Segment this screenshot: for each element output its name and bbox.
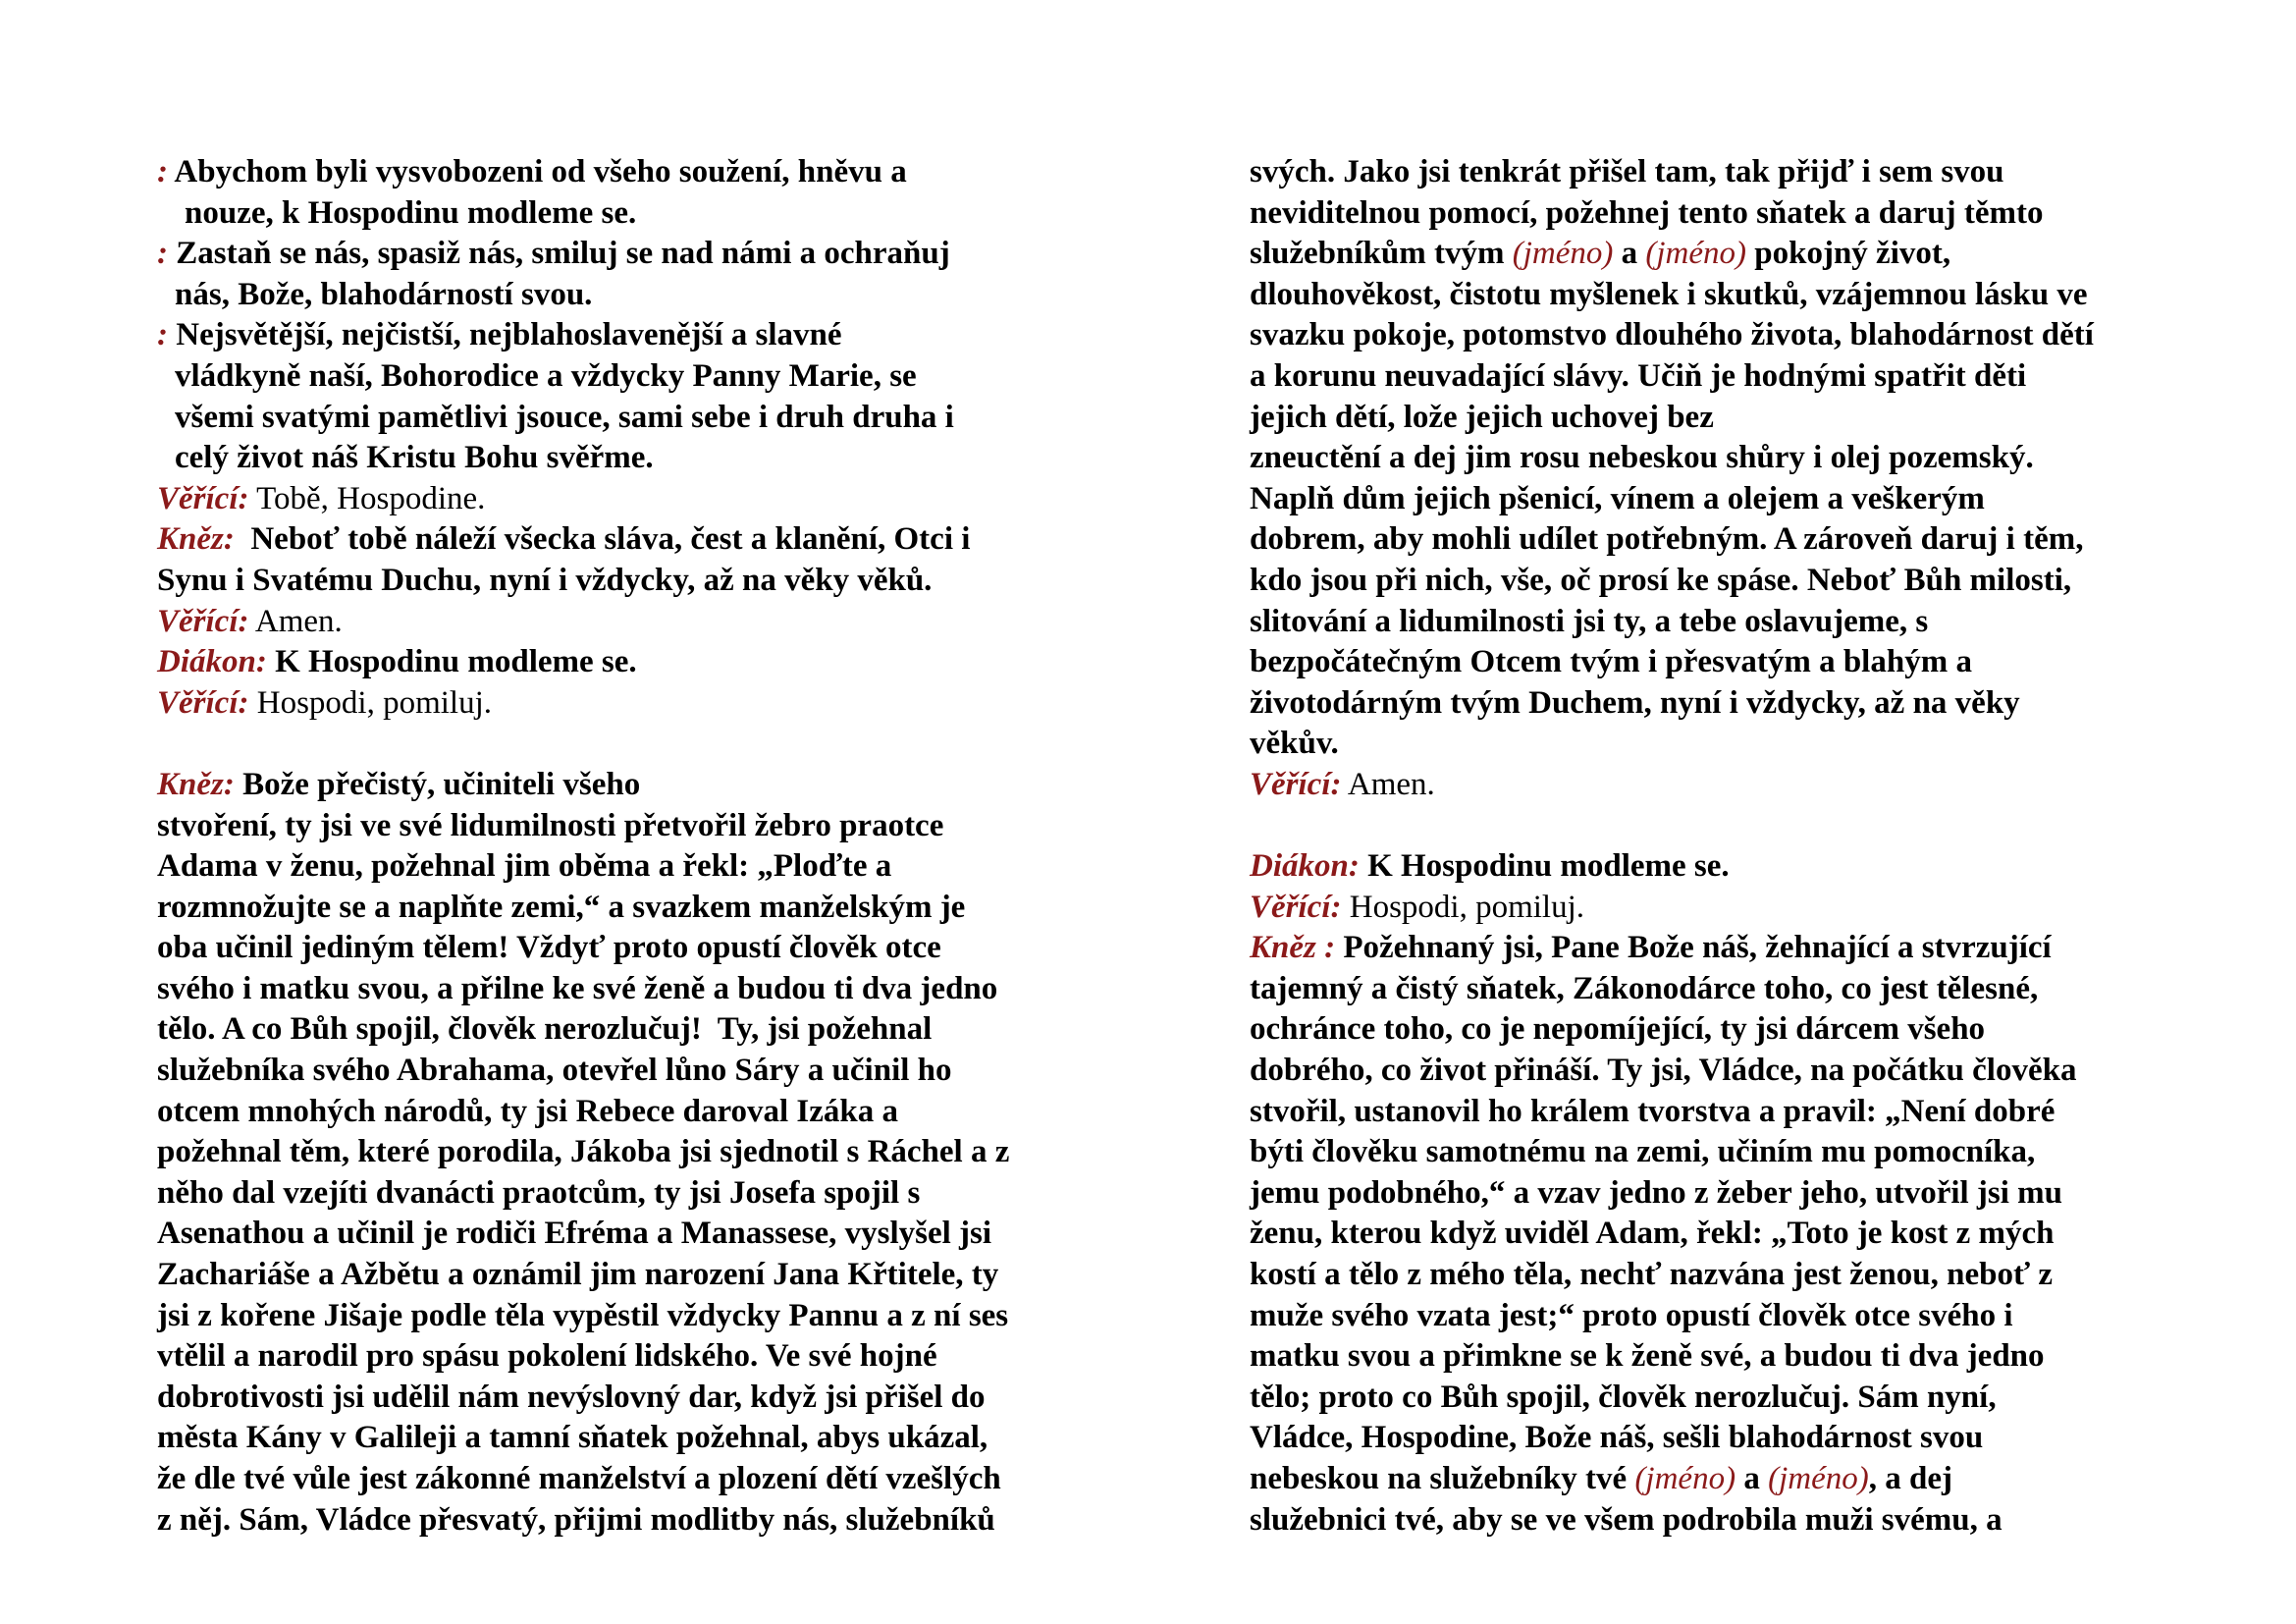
text-line bbox=[157, 765, 1009, 806]
response-text: Amen. bbox=[248, 603, 343, 639]
left-column bbox=[157, 152, 1009, 1541]
text-line: býti člověku samotnému na zemi, učiním mu pomocníka, bbox=[1250, 1134, 2036, 1170]
line-text: Bože přečistý, učiniteli všeho bbox=[234, 766, 641, 802]
response-text: Hospodi, pomiluj. bbox=[248, 684, 493, 721]
text-line bbox=[157, 152, 1009, 193]
right-column bbox=[1250, 152, 2094, 1541]
line-text: K Hospodinu modleme se. bbox=[1359, 848, 1730, 885]
text-line: jemu podobného,“ a vzav jedno z žeber jeho, utvořil jsi mu bbox=[1250, 1174, 2063, 1211]
text-line: služebnici tvé, aby se ve všem podrobila muži svému, a bbox=[1250, 1501, 2002, 1538]
speaker-label: Věřící: bbox=[157, 480, 249, 516]
text-line: ochránce toho, co je nepomíjející, ty jsi dárcem všeho bbox=[1250, 1011, 1986, 1048]
text-line bbox=[157, 683, 1009, 725]
response-text: Amen. bbox=[1341, 766, 1435, 802]
line-text: Nejsvětější, nejčistší, nejblahoslavenější a slavné bbox=[168, 317, 842, 353]
name-placeholder: (jméno) bbox=[1645, 236, 1746, 272]
speaker-label: Kněz: bbox=[157, 521, 235, 558]
text-line: dobrotivosti jsi udělil nám nevýslovný dar, když jsi přišel do bbox=[157, 1379, 986, 1415]
text-line bbox=[1250, 234, 2094, 275]
speaker-label: Věřící: bbox=[1250, 766, 1342, 802]
text-line: celý život náš Kristu Bohu svěřme. bbox=[175, 440, 654, 476]
response-mark: : bbox=[157, 236, 168, 272]
name-placeholder: (jméno) bbox=[1634, 1461, 1736, 1496]
text-line: tělo. A co Bůh spojil, člověk nerozlučuj! Ty, jsi požehnal bbox=[157, 1011, 933, 1048]
speaker-label: Kněz: bbox=[157, 766, 235, 802]
text-line: věkův. bbox=[1250, 726, 1339, 762]
text-line: ženu, kterou když uviděl Adam, řekl: „Toto je kost z mých bbox=[1250, 1216, 2055, 1252]
speaker-label: Věřící: bbox=[157, 684, 249, 721]
speaker-label: Diákon: bbox=[157, 644, 267, 680]
blank-line bbox=[1250, 806, 2094, 847]
text-line: slitování a lidumilnosti jsi ty, a tebe oslavujeme, s bbox=[1250, 603, 1929, 639]
text-line: dlouhověkost, čistotu myšlenek i skutků, vzájemnou lásku ve bbox=[1250, 276, 2088, 312]
text-line: služebníka svého Abrahama, otevřel lůno Sáry a učinil ho bbox=[157, 1053, 952, 1089]
text-line: stvoření, ty jsi ve své lidumilnosti přetvořil žebro praotce bbox=[157, 807, 944, 843]
line-text: Neboť tobě náleží všecka sláva, čest a klanění, Otci i bbox=[234, 521, 971, 558]
line-text: Abychom byli vysvobozeni od všeho soužení, hněvu a bbox=[168, 154, 907, 189]
text-line: rozmnožujte se a naplňte zemi,“ a svazkem manželským je bbox=[157, 889, 966, 925]
text-line: a korunu neuvadající slávy. Učiň je hodnými spatřit děti bbox=[1250, 357, 2027, 394]
text-line: dobrého, co život přináší. Ty jsi, Vládce, na počátku člověka bbox=[1250, 1053, 2077, 1089]
text-line: otcem mnohých národů, ty jsi Rebece daroval Izáka a bbox=[157, 1093, 899, 1129]
text-line: něho dal vzejíti dvanácti praotcům, ty jsi Josefa spojil s bbox=[157, 1174, 921, 1211]
speaker-label: Věřící: bbox=[1250, 889, 1342, 925]
text-line: požehnal těm, které porodila, Jákoba jsi sjednotil s Ráchel a z bbox=[157, 1134, 1010, 1170]
text-line: že dle tvé vůle jest zákonné manželství a plození dětí vzešlých bbox=[157, 1461, 1001, 1496]
text-line: svého i matku svou, a přilne ke své ženě a budou ti dva jedno bbox=[157, 970, 998, 1006]
text-line: svazku pokoje, potomstvo dlouhého života, blahodárnost dětí bbox=[1250, 317, 2094, 353]
text-line: kdo jsou při nich, vše, oč prosí ke spáse. Neboť Bůh milosti, bbox=[1250, 562, 2072, 598]
text-line: Asenathou a učinil je rodiči Efréma a Manassese, vyslyšel jsi bbox=[157, 1216, 992, 1252]
text-line: Adama v ženu, požehnal jim oběma a řekl: „Ploďte a bbox=[157, 848, 892, 885]
text-line: oba učinil jediným tělem! Vždyť proto opustí člověk otce bbox=[157, 930, 941, 966]
text-line bbox=[1250, 1459, 2094, 1500]
response-text: Hospodi, pomiluj. bbox=[1341, 889, 1585, 925]
text-line bbox=[1250, 888, 2094, 929]
text-line: matku svou a přimkne se k ženě své, a budou ti dva jedno bbox=[1250, 1338, 2045, 1375]
line-text: , a dej bbox=[1868, 1461, 1952, 1496]
text-line bbox=[157, 315, 1009, 356]
text-line: vládkyně naší, Bohorodice a vždycky Panny Marie, se bbox=[175, 357, 917, 394]
text-line: Zachariáše a Ažbětu a oznámil jim narození Jana Křtitele, ty bbox=[157, 1257, 999, 1293]
line-text: nebeskou na služebníky tvé bbox=[1250, 1461, 1635, 1496]
text-line: Synu i Svatému Duchu, nyní i vždycky, až na věky věků. bbox=[157, 562, 933, 598]
text-line: stvořil, ustanovil ho králem tvorstva a pravil: „Není dobré bbox=[1250, 1093, 2056, 1129]
text-line bbox=[157, 479, 1009, 520]
text-line: jejich dětí, lože jejich uchovej bez bbox=[1250, 399, 1714, 435]
text-line: z něj. Sám, Vládce přesvatý, přijmi modlitby nás, služebníků bbox=[157, 1501, 995, 1538]
name-placeholder: (jméno) bbox=[1768, 1461, 1869, 1496]
text-line: tělo; proto co Bůh spojil, člověk nerozlučuj. Sám nyní, bbox=[1250, 1379, 1997, 1415]
text-line: kostí a tělo z mého těla, nechť nazvána jest ženou, neboť z bbox=[1250, 1257, 2054, 1293]
text-line bbox=[157, 519, 1009, 561]
text-line: města Kány v Galileji a tamní sňatek požehnal, abys ukázal, bbox=[157, 1420, 988, 1456]
speaker-label: Věřící: bbox=[157, 603, 249, 639]
line-text: pokojný život, bbox=[1746, 236, 1951, 272]
line-text: služebníkům tvým bbox=[1250, 236, 1513, 272]
text-line: nouze, k Hospodinu modleme se. bbox=[185, 194, 637, 231]
line-text: a bbox=[1735, 1461, 1769, 1496]
text-line: muže svého vzata jest;“ proto opustí člověk otce svého i bbox=[1250, 1297, 2013, 1333]
text-line: svých. Jako jsi tenkrát přišel tam, tak přijď i sem svou bbox=[1250, 154, 2004, 189]
text-line: jsi z kořene Jišaje podle těla vypěstil vždycky Pannu a z ní ses bbox=[157, 1297, 1009, 1333]
name-placeholder: (jméno) bbox=[1512, 236, 1614, 272]
text-line: tajemný a čistý sňatek, Zákonodárce toho, co jest tělesné, bbox=[1250, 970, 2039, 1006]
text-line: Vládce, Hospodine, Bože náš, sešli blahodárnost svou bbox=[1250, 1420, 1984, 1456]
text-line: nás, Bože, blahodárností svou. bbox=[175, 276, 593, 312]
text-line: dobrem, aby mohli udílet potřebným. A zároveň daruj i těm, bbox=[1250, 521, 2084, 558]
text-line bbox=[1250, 846, 2094, 888]
line-text: K Hospodinu modleme se. bbox=[266, 644, 637, 680]
text-line: všemi svatými pamětlivi jsouce, sami sebe i druh druha i bbox=[175, 399, 954, 435]
text-line: bezpočátečným Otcem tvým i přesvatým a blahým a bbox=[1250, 644, 1972, 680]
text-line bbox=[1250, 765, 2094, 806]
text-line bbox=[157, 642, 1009, 683]
text-line: životodárným tvým Duchem, nyní i vždycky, až na věky bbox=[1250, 684, 2020, 721]
text-line: Naplň dům jejich pšenicí, vínem a olejem a veškerým bbox=[1250, 480, 1985, 516]
line-text: a bbox=[1613, 236, 1646, 272]
response-mark: : bbox=[157, 154, 168, 189]
speaker-label: Kněz : bbox=[1250, 930, 1336, 966]
text-line bbox=[157, 602, 1009, 643]
text-line bbox=[157, 234, 1009, 275]
text-line bbox=[1250, 928, 2094, 969]
line-text: Požehnaný jsi, Pane Bože náš, žehnající a stvrzující bbox=[1335, 930, 2052, 966]
response-text: Tobě, Hospodine. bbox=[248, 480, 486, 516]
blank-line bbox=[157, 724, 1009, 765]
text-line: neviditelnou pomocí, požehnej tento sňatek a daruj těmto bbox=[1250, 194, 2044, 231]
text-line: zneuctění a dej jim rosu nebeskou shůry i olej pozemský. bbox=[1250, 440, 2034, 476]
text-line: vtělil a narodil pro spásu pokolení lidského. Ve své hojné bbox=[157, 1338, 937, 1375]
speaker-label: Diákon: bbox=[1250, 848, 1360, 885]
line-text: Zastaň se nás, spasiž nás, smiluj se nad námi a ochraňuj bbox=[168, 236, 950, 272]
response-mark: : bbox=[157, 317, 168, 353]
